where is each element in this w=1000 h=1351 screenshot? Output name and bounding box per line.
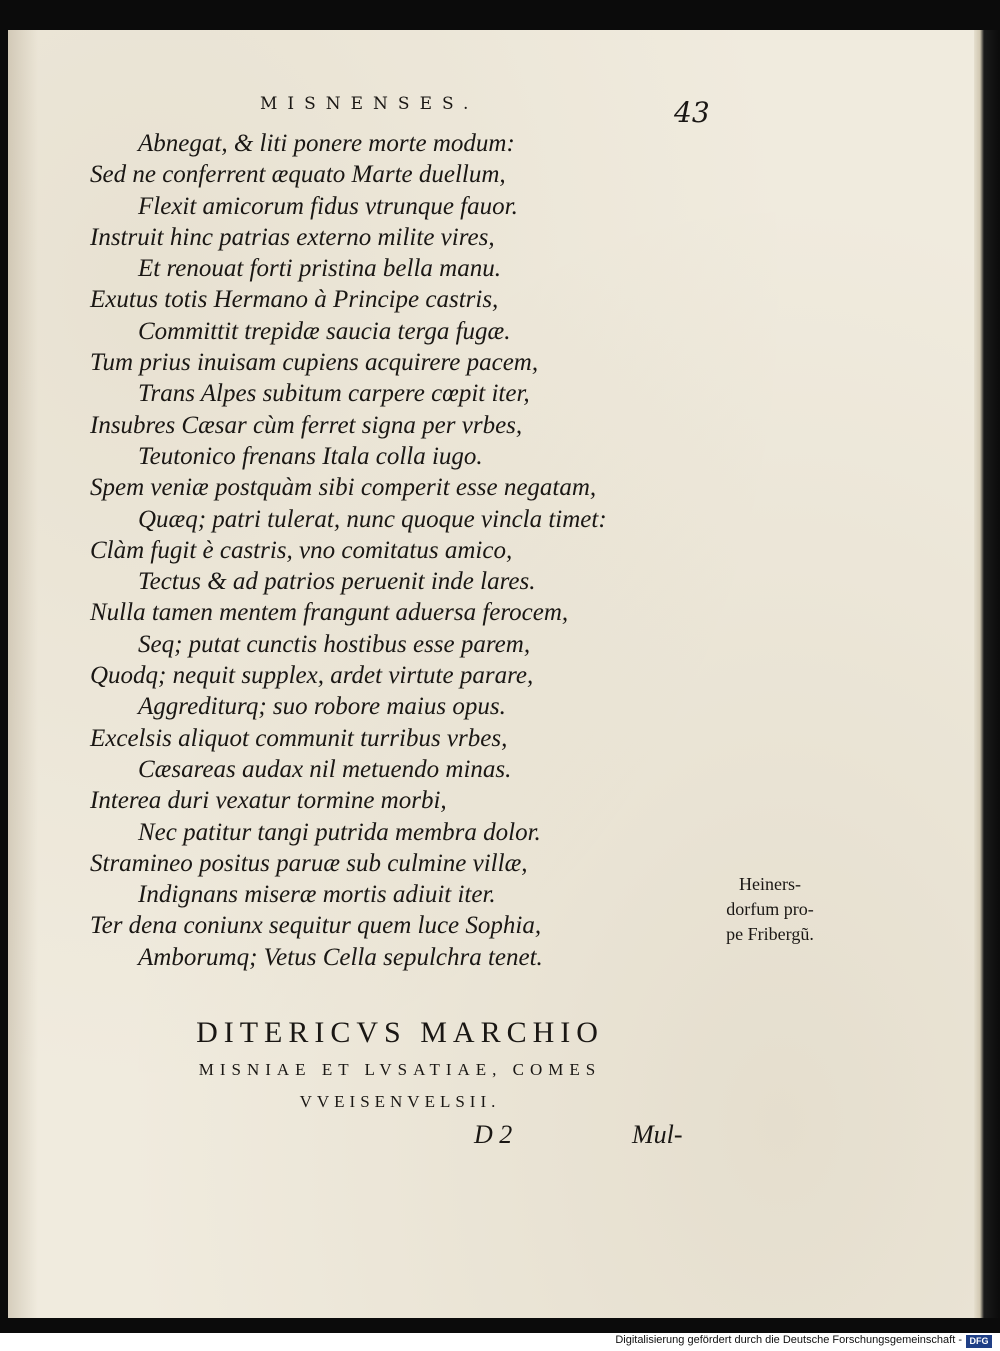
verse-line: Seq; putat cunctis hostibus esse parem, — [138, 630, 531, 658]
verse-line: Stramineo positus paruæ sub culmine villæ, — [90, 849, 528, 877]
running-head: MISNENSES. — [260, 94, 479, 114]
verse-line: Spem veniæ postquàm sibi comperit esse negatam, — [90, 474, 597, 502]
verse-line: Instruit hinc patrias externo milite vires, — [90, 223, 495, 251]
verse-line: Ter dena coniunx sequitur quem luce Sophia, — [90, 912, 542, 940]
dfg-logo: DFG — [966, 1335, 992, 1348]
verse-line: Quodq; nequit supplex, ardet virtute parare, — [90, 662, 534, 690]
marginal-note-line: dorfum pro- — [726, 899, 814, 919]
verse-line: Tum prius inuisam cupiens acquirere pacem, — [90, 349, 539, 377]
verse-line: Excelsis aliquot communit turribus vrbes, — [90, 724, 508, 752]
verse-line: Indignans miseræ mortis adiuit iter. — [138, 881, 496, 909]
verse-line: Teutonico frenans Itala colla iugo. — [138, 442, 483, 470]
verse-block — [90, 128, 710, 973]
verse-line: Quæq; patri tulerat, nunc quoque vincla timet: — [138, 505, 607, 533]
verse-line: Tectus & ad patrios peruenit inde lares. — [138, 568, 536, 596]
verse-line: Nulla tamen mentem frangunt aduersa ferocem, — [90, 599, 569, 627]
marginal-note — [700, 872, 840, 947]
verse-line: Exutus totis Hermano à Principe castris, — [90, 286, 499, 314]
verse-line: Aggrediturq; suo robore maius opus. — [138, 693, 506, 721]
section-subheading: MISNIAE ET LVSATIAE, COMES — [198, 1060, 602, 1079]
verse-line: Amborumq; Vetus Cella sepulchra tenet. — [138, 943, 543, 971]
marginal-note-line: Heiners- — [739, 874, 801, 894]
verse-line: Flexit amicorum fidus vtrunque fauor. — [138, 192, 518, 220]
verse-line: Nec patitur tangi putrida membra dolor. — [138, 818, 541, 846]
section-subheading-2: VVEISENVELSII. — [299, 1092, 501, 1111]
verse-line: Committit trepidæ saucia terga fugæ. — [138, 317, 511, 345]
verse-line: Et renouat forti pristina bella manu. — [138, 255, 501, 283]
marginal-note-line: pe Fribergũ. — [726, 924, 814, 944]
verse-line: Insubres Cæsar cùm ferret signa per vrbes, — [90, 411, 523, 439]
section-heading: DITERICVS MARCHIO — [196, 1016, 604, 1049]
page-edge — [974, 30, 1000, 1318]
verse-line: Interea duri vexatur tormine morbi, — [90, 787, 447, 815]
verse-line: Sed ne conferrent æquato Marte duellum, — [90, 161, 506, 189]
verse-line: Clàm fugit è castris, vno comitatus amico, — [90, 536, 513, 564]
signature-mark: D 2 — [474, 1120, 513, 1149]
footer-credit: Digitalisierung gefördert durch die Deutsche Forschungsgemeinschaft - — [615, 1334, 962, 1346]
verse-line: Cæsareas audax nil metuendo minas. — [138, 755, 512, 783]
page-number: 43 — [674, 96, 710, 129]
catchword: Mul- — [632, 1120, 683, 1149]
verse-line: Abnegat, & liti ponere morte modum: — [138, 130, 515, 157]
verse-line: Trans Alpes subitum carpere cœpit iter, — [138, 380, 530, 408]
